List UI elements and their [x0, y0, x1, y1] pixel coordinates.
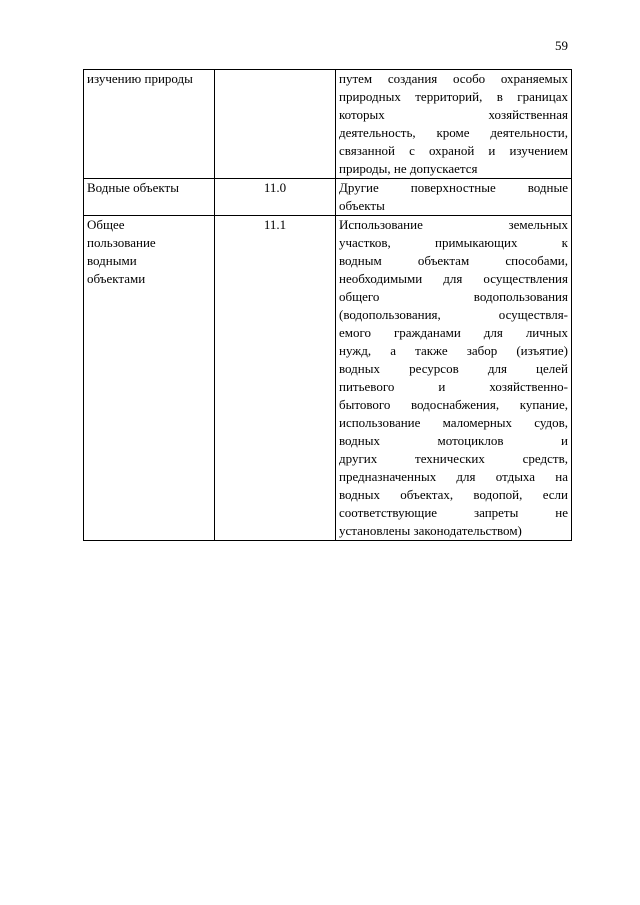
use-name-cell [84, 216, 215, 541]
table-row [84, 216, 572, 541]
use-name-line: объектами [87, 271, 146, 286]
table-row [84, 179, 572, 216]
description-line: связанной с охраной и изучением [339, 143, 568, 158]
description-line: путем создания особо охраняемых [339, 71, 568, 86]
description-line: необходимыми для осуществления [339, 271, 568, 286]
use-description-cell [336, 70, 572, 179]
description-line: предназначенных для отдыха на [339, 469, 568, 484]
use-code-cell [215, 70, 336, 179]
table-row [84, 70, 572, 179]
description-line: участков, примыкающих к [339, 235, 568, 250]
description-line: емого гражданами для личных [339, 325, 568, 340]
use-name-line: Водные объекты [87, 180, 179, 195]
description-line: природы, не допускается [339, 161, 478, 176]
use-code-cell: 11.0 [215, 179, 336, 216]
description-line: других технических средств, [339, 451, 568, 466]
description-line: общего водопользования [339, 289, 568, 304]
land-use-table [83, 69, 572, 541]
description-line: объекты [339, 198, 385, 213]
use-name-line: пользование [87, 235, 156, 250]
description-line: природных территорий, в границах [339, 89, 568, 104]
use-description-cell [336, 179, 572, 216]
description-line: водным объектам способами, [339, 253, 568, 268]
description-line: установлены законодательством) [339, 523, 522, 538]
description-line: деятельность, кроме деятельности, [339, 125, 568, 140]
description-line: которых хозяйственная [339, 107, 568, 122]
description-line: Другие поверхностные водные [339, 180, 568, 195]
use-code-cell: 11.1 [215, 216, 336, 541]
use-name-line: изучению природы [87, 71, 193, 86]
description-line: соответствующие запреты не [339, 505, 568, 520]
use-name-line: Общее [87, 217, 125, 232]
description-line: водных мотоциклов и [339, 433, 568, 448]
description-line: водных объектах, водопой, если [339, 487, 568, 502]
description-line: использование маломерных судов, [339, 415, 568, 430]
description-line: питьевого и хозяйственно- [339, 379, 568, 394]
description-line: водных ресурсов для целей [339, 361, 568, 376]
description-line: нужд, а также забор (изъятие) [339, 343, 568, 358]
use-name-line: водными [87, 253, 137, 268]
page-number: 59 [555, 38, 568, 53]
use-name-cell [84, 70, 215, 179]
use-description-cell [336, 216, 572, 541]
description-line: бытового водоснабжения, купание, [339, 397, 568, 412]
description-line: Использование земельных [339, 217, 568, 232]
use-name-cell [84, 179, 215, 216]
description-line: (водопользования, осуществля- [339, 307, 568, 322]
